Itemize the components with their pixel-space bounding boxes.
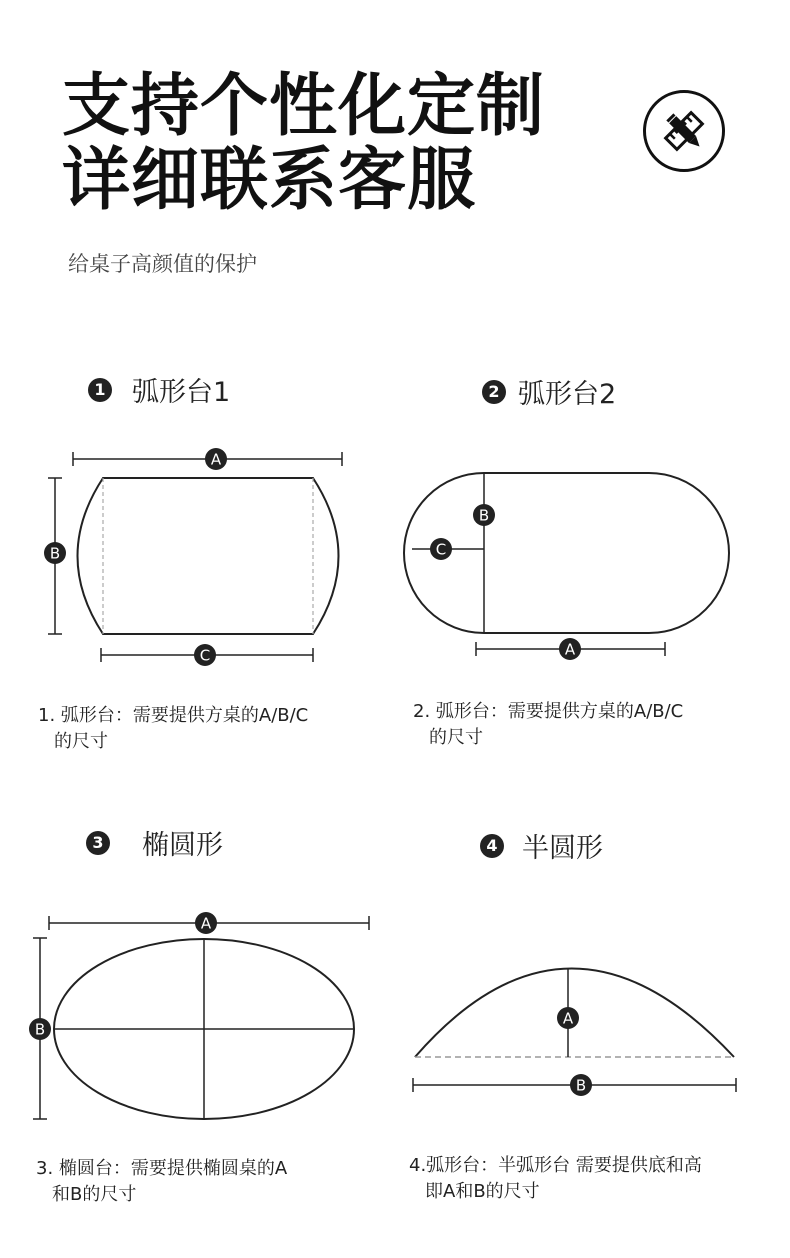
section-3-title-text: 椭圆形 [142, 830, 223, 861]
arc-table-outline [78, 478, 339, 634]
svg-text:B: B [575, 1076, 587, 1095]
label-a [557, 1007, 579, 1029]
svg-text:B: B [34, 1020, 46, 1039]
label-b [570, 1074, 592, 1096]
svg-text:A: A [564, 640, 576, 659]
label-a [195, 912, 217, 934]
svg-text:B: B [49, 544, 61, 563]
svg-text:A: A [200, 914, 212, 933]
label-a [205, 448, 227, 470]
svg-text:C: C [199, 646, 211, 665]
section-1-number: 1 [88, 378, 112, 402]
label-b [29, 1018, 51, 1040]
diagram-semicircle-table [400, 955, 750, 1105]
section-4-title [480, 826, 603, 865]
headline-line-1: 支持个性化定制 [62, 67, 546, 146]
svg-text:C: C [435, 540, 447, 559]
label-c [430, 538, 452, 560]
pencil-ruler-icon [656, 103, 712, 159]
section-4-description [409, 1153, 702, 1205]
section-2-number: 2 [482, 380, 506, 404]
section-2-desc-line-2: 的尺寸 [429, 727, 483, 748]
section-3-desc-line-2: 和B的尺寸 [52, 1184, 137, 1205]
svg-text:A: A [210, 450, 222, 469]
diagram-arc-table-1 [0, 440, 380, 680]
page-headline [62, 67, 546, 220]
label-b [473, 504, 495, 526]
section-4-number: 4 [480, 834, 504, 858]
headline-line-2: 详细联系客服 [62, 141, 477, 220]
section-4-desc-line-2: 即A和B的尺寸 [425, 1181, 540, 1202]
page-subtitle: 给桌子高颜值的保护 [68, 252, 257, 276]
section-2-desc-line-1: 2. 弧形台：需要提供方桌的A/B/C [413, 701, 684, 722]
stadium-outline [404, 473, 729, 633]
section-2-description [413, 699, 683, 751]
diagram-ellipse-table [20, 905, 390, 1135]
label-c [194, 644, 216, 666]
section-4-title-text: 半圆形 [522, 833, 603, 864]
section-1-title [88, 370, 230, 409]
section-3-description [36, 1156, 287, 1208]
section-2-title-text: 弧形台2 [518, 379, 617, 410]
section-3-desc-line-1: 3. 椭圆台：需要提供椭圆桌的A [36, 1158, 288, 1179]
diagram-arc-table-2 [395, 460, 745, 670]
label-a [559, 638, 581, 660]
svg-text:B: B [478, 506, 490, 525]
section-3-title [86, 823, 223, 862]
section-4-desc-line-1: 4.弧形台：半弧形台 需要提供底和高 [409, 1155, 702, 1176]
section-1-description [38, 703, 308, 755]
section-1-title-text: 弧形台1 [132, 377, 231, 408]
section-2-title [482, 372, 616, 411]
label-b [44, 542, 66, 564]
svg-text:A: A [562, 1009, 574, 1028]
section-1-desc-line-1: 1. 弧形台：需要提供方桌的A/B/C [38, 705, 309, 726]
section-3-number: 3 [86, 831, 110, 855]
badge [643, 90, 725, 172]
section-1-desc-line-2: 的尺寸 [54, 731, 108, 752]
